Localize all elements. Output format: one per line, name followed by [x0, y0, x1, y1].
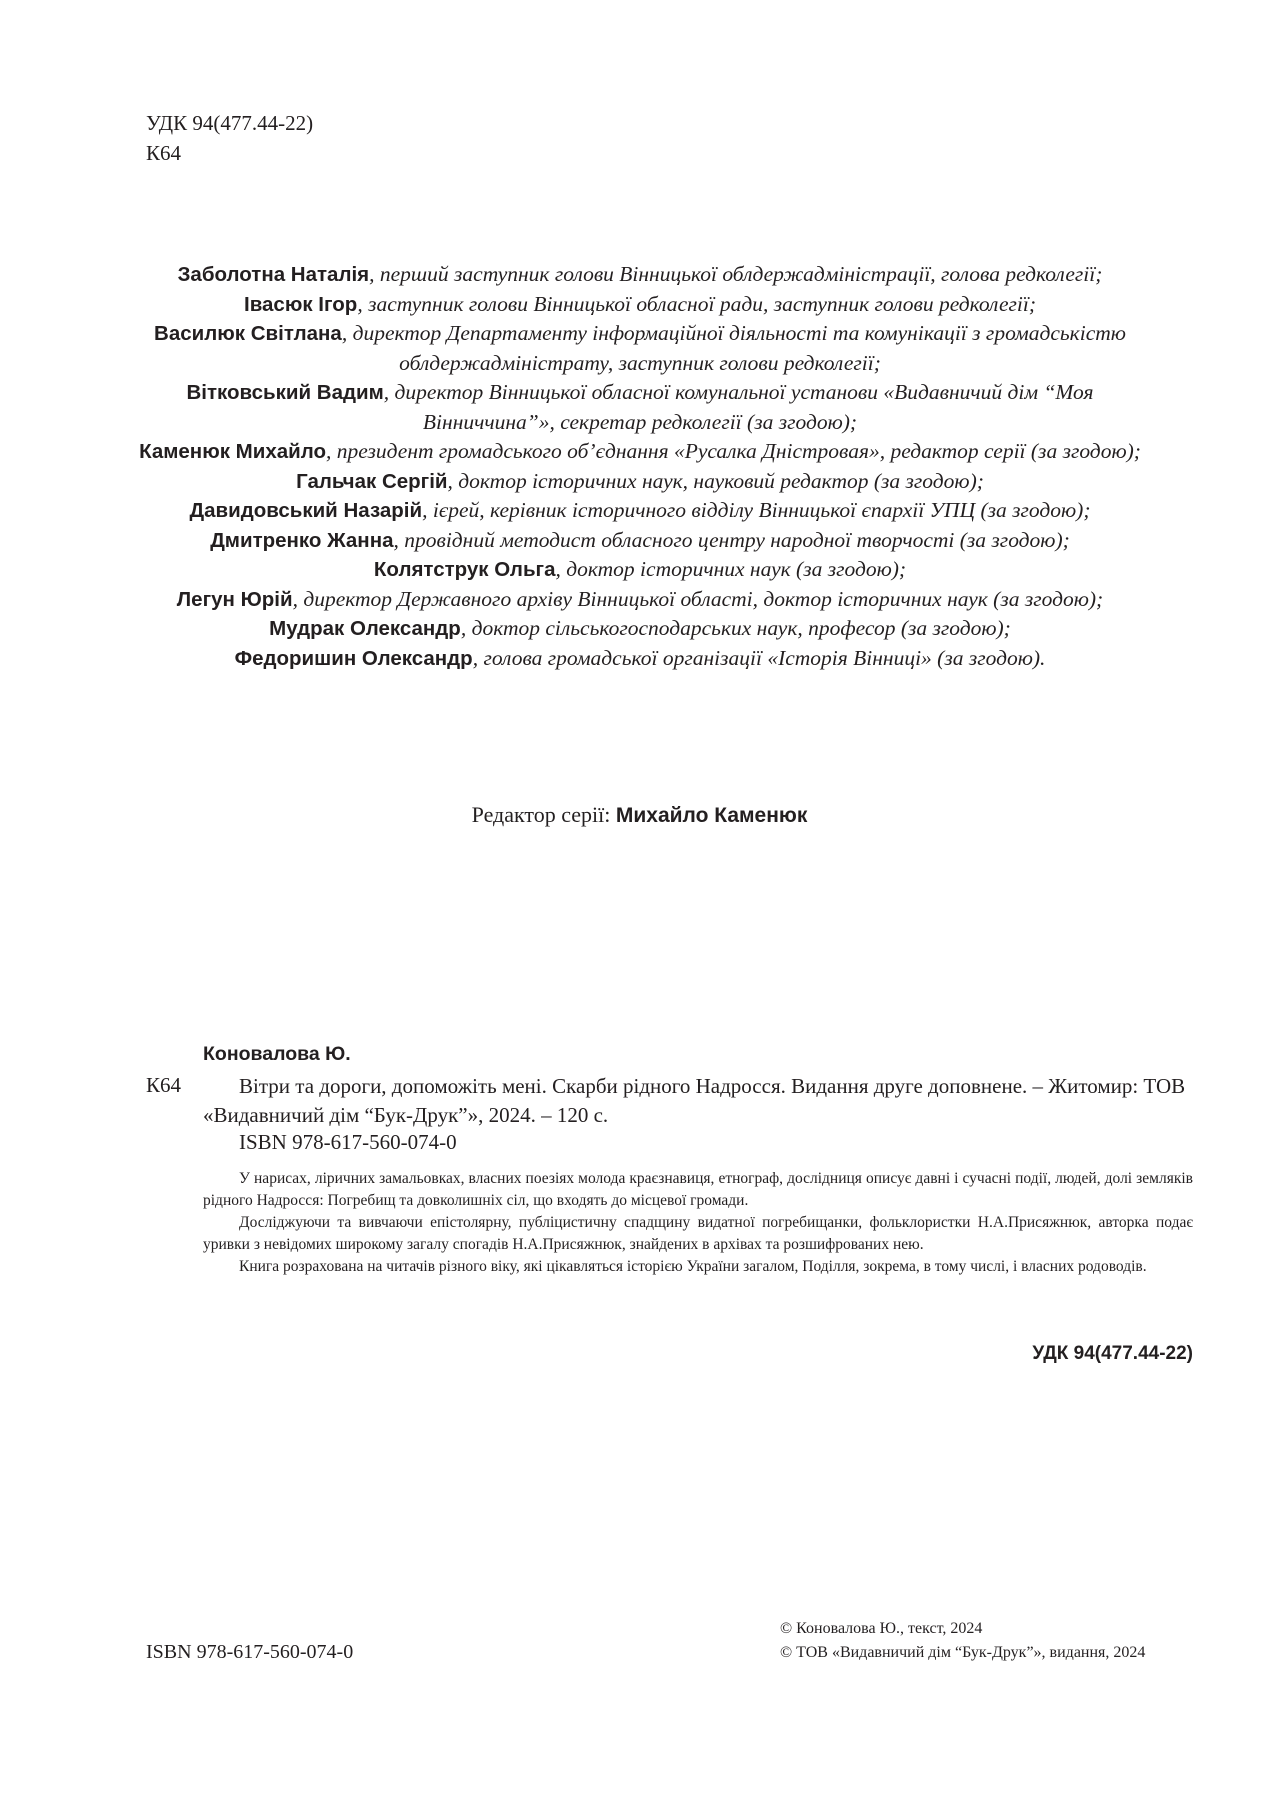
annotation [203, 1168, 1193, 1278]
board-member: Василюк Світлана, директор Департаменту інформаційної діяльності та комунікації з громадськістю облдержадміністрату, заступник голови редколегії; [154, 321, 1126, 375]
udk-code-bottom: УДК 94(477.44-22) [1032, 1343, 1193, 1364]
board-member: Мудрак Олександр, доктор сільськогосподарських наук, професор (за згодою); [269, 616, 1011, 640]
editorial-board [120, 260, 1160, 673]
board-member: Дмитренко Жанна, провідний методист обласного центру народної творчості (за згодою); [210, 527, 1070, 552]
isbn-footer: ISBN 978-617-560-074-0 [146, 1641, 354, 1663]
copyright-block [780, 1617, 1145, 1665]
board-member: Давидовський Назарій, ієрей, керівник історичного відділу Вінницької єпархії УПЦ (за згодою); [189, 498, 1091, 522]
series-editor [0, 802, 1279, 828]
board-member: Івасюк Ігор, заступник голови Вінницької обласної ради, заступник голови редколегії; [244, 291, 1036, 316]
annotation-paragraph: У нарисах, ліричних замальовках, власних поезіях молода краєзнавиця, етнограф, дослідниця описує давні і сучасні події, людей, долі земляків рідного Надросся: Погребищ та довколишніх сіл, що входять до місцевої громади. [203, 1170, 1193, 1209]
board-member: Заболотна Наталія, перший заступник голови Вінницької облдержадміністрації, голова редколегії; [177, 262, 1103, 286]
udk-header [146, 108, 313, 168]
series-editor-label: Редактор серії: [471, 802, 616, 827]
bib-library-code: К64 [146, 1073, 182, 1097]
library-code-top: К64 [146, 141, 182, 165]
udk-code-top: УДК 94(477.44-22) [146, 111, 314, 135]
series-editor-name: Михайло Каменюк [615, 804, 808, 827]
bib-author: Коновалова Ю. [203, 1043, 351, 1065]
board-member: Колятструк Ольга, доктор історичних наук (за згодою); [373, 557, 907, 581]
bib-isbn: ISBN 978-617-560-074-0 [239, 1130, 457, 1154]
board-member: Федоришин Олександр, голова громадської організації «Історія Вінниці» (за згодою). [234, 645, 1046, 670]
copyright-edition: © ТОВ «Видавничий дім “Бук-Друк”», видання, 2024 [780, 1644, 1146, 1661]
board-member: Легун Юрій, директор Державного архіву Вінницької області, доктор історичних наук (за згодою); [176, 586, 1104, 611]
bib-description: Вітри та дороги, допоможіть мені. Скарби рідного Надросся. Видання друге доповнене. – Житомир: ТОВ «Видавничий дім “Бук-Друк”», 2024. – 120 с. [203, 1074, 1186, 1127]
board-member: Каменюк Михайло, президент громадського об’єднання «Русалка Дністровая», редактор серії (за згодою); [139, 439, 1141, 463]
annotation-paragraph: Книга розрахована на читачів різного віку, які цікавляться історією України загалом, Поділля, зокрема, в тому числі, і власних родоводів. [239, 1258, 1147, 1275]
annotation-paragraph: Досліджуючи та вивчаючи епістолярну, публіцистичну спадщину видатної погребищанки, фольклористки Н.А.Присяжнюк, авторка подає уривки з невідомих широкому загалу спогадів Н.А.Присяжнюк, знайдених в архівах та розшифрованих нею. [203, 1214, 1193, 1253]
board-member: Гальчак Сергій, доктор історичних наук, науковий редактор (за згодою); [296, 468, 984, 493]
board-member: Вітковський Вадим, директор Вінницької обласної комунальної установи «Видавничий дім “Моя Вінниччина”», секретар редколегії (за згодою); [186, 380, 1094, 434]
copyright-text: © Коновалова Ю., текст, 2024 [780, 1620, 983, 1637]
